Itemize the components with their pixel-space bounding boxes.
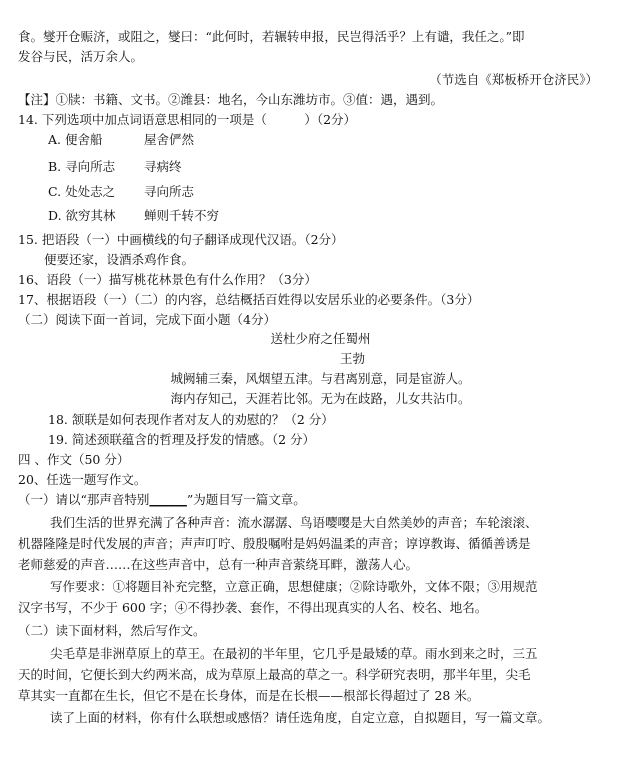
choice-c-label: C. 处处志之 [48,184,116,199]
question-20: 20、任选一题写作文。 [18,472,147,487]
essay-2-material-line-2: 天的时间，它便长到大约两米高，成为草原上最高的草之一。科学研究表明，那半年里，尖毛 [18,667,531,682]
poem-author: 王勃 [340,351,366,366]
essay-prompt-2: （二）读下面材料，然后写作文。 [18,623,206,638]
poem-line-2: 海内存知己，天涯若比邻。无为在歧路，儿女共沾巾。 [170,391,471,406]
question-17: 17、根据语段（一）（二）的内容，总结概括百姓得以安居乐业的必要条件。（3分） [18,292,480,307]
essay-1-para-line-2: 机器隆隆是时代发展的声音；声声叮咛、殷殷嘱咐是妈妈温柔的声音；谆谆教诲、循循善诱是 [18,536,531,551]
passage-line-2: 发谷与民，活万余人。 [18,49,144,64]
question-15: 15. 把语段（一）中画横线的句子翻译成现代汉语。（2分） [18,232,344,247]
section-2-heading: （二）阅读下面一首词，完成下面小题（4分） [18,312,276,327]
choice-b-label: B. 寻向所志 [48,159,116,174]
essay-prompt-1-end: ”为题目写一篇文章。 [186,492,306,507]
question-14: 14. 下列选项中加点词语意思相同的一项是（ ）（2分） [18,112,357,127]
essay-2-material-line-3: 草其实一直都在生长，但它不是在长身体，而是在长根——根部长得超过了 28 米。 [18,688,480,703]
essay-1-para-line-1: 我们生活的世界充满了各种声音：流水潺潺、鸟语嘤嘤是大自然美妙的声音；车轮滚滚、 [50,515,538,530]
section-4-heading: 四 、作文（50 分） [18,452,130,467]
choice-a [48,131,623,149]
footnote: 【注】①牍：书籍、文书。②潍县：地名，今山东潍坊市。③值：遇，遇到。 [18,92,444,107]
choice-d [48,207,623,225]
essay-prompt-1-start: （一）请以“那声音特别 [18,492,150,507]
question-15-sentence: 便要还家，设酒杀鸡作食。 [44,252,195,267]
essay-2-instruction: 读了上面的材料，你有什么联想或感悟？请任选角度，自定立意，自拟题目，写一篇文章。 [50,710,551,725]
essay-2-material-line-1: 尖毛草是非洲草原上的草王。在最初的半年里，它几乎是最矮的草。雨水到来之时，三五 [50,646,538,661]
essay-prompt-1 [18,491,623,509]
poem-title: 送杜少府之任蜀州 [270,331,371,346]
choice-c [48,183,623,201]
choice-b-text: 寻病终 [144,159,182,174]
essay-1-para-line-3: 老师慈爱的声音……在这些声音中，总有一种声音萦绕耳畔，激荡人心。 [18,557,419,572]
choice-a-label: A. 便舍船 [48,132,103,147]
question-16: 16、语段（一）描写桃花林景色有什么作用？（3分） [18,272,317,287]
essay-1-requirement-line-1: 写作要求：①将题目补充完整，立意正确，思想健康；②除诗歌外，文体不限；③用规范 [50,579,538,594]
essay-1-requirement-line-2: 汉字书写，不少于 600 字；④不得抄袭、套作，不得出现真实的人名、校名、地名。 [18,600,488,615]
choice-c-text: 寻向所志 [144,184,195,199]
choice-d-text: 蝉则千转不穷 [144,208,220,223]
question-19: 19. 简述颈联蕴含的哲理及抒发的情感。（2 分） [48,432,316,447]
choice-d-label: D. 欲穷其林 [48,208,116,223]
choice-a-text: 屋舍俨然 [144,132,195,147]
choice-b [48,158,623,176]
source-note: （节选自《郑板桥开仓济民》） [429,72,598,87]
essay-title-blank: ______ [149,492,187,507]
question-18: 18. 颔联是如何表现作者对友人的劝慰的？（2 分） [48,412,334,427]
passage-line-1: 食。燮开仓赈济，或阻之，燮曰：“此何时，若辗转申报，民岂得活乎？上有谴，我任之。”即 [18,29,525,44]
poem-line-1: 城阙辅三秦，风烟望五津。与君离别意，同是宦游人。 [170,371,471,386]
